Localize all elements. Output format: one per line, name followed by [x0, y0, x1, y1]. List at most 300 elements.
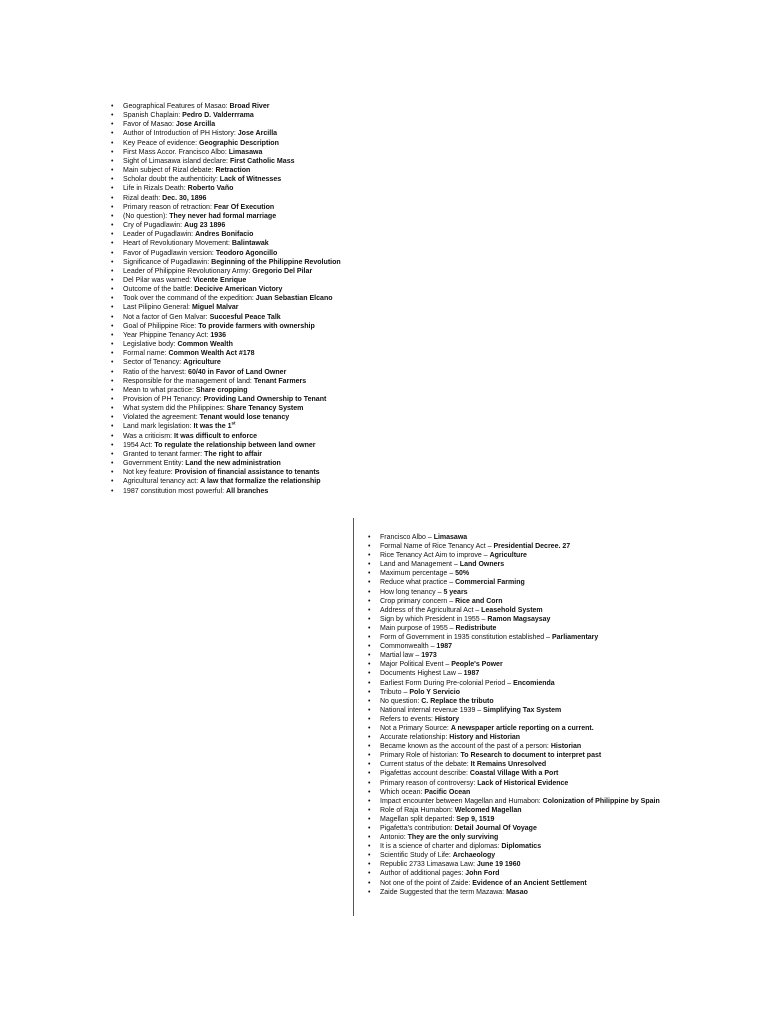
question-text: Antonio: [380, 834, 408, 842]
question-text: Tributo – [380, 688, 410, 696]
list-item [365, 851, 671, 860]
bullet-icon: • [111, 267, 114, 275]
answer-text: Tenant Farmers [253, 377, 307, 385]
answer-text: Lack of Witnesses [219, 176, 282, 184]
answer-text: Teodoro Agoncillo [215, 249, 278, 257]
question-text: It is a science of charter and diplomas: [380, 843, 502, 851]
bullet-icon: • [368, 534, 371, 541]
list-item [108, 349, 398, 358]
question-text: Pigafettas account describe: [380, 770, 470, 778]
question-text: Primary Role of historian: [380, 752, 461, 760]
answer-text: Aug 23 1896 [184, 222, 226, 230]
question-text: National internal revenue 1939 – [380, 706, 484, 714]
bullet-icon: • [111, 377, 114, 385]
question-text: Maximum percentage – [380, 570, 456, 578]
question-text: Significance of Pugadlawin: [123, 258, 212, 266]
answer-text: Andres Bonifacio [195, 231, 254, 239]
notes-list-2 [353, 518, 671, 897]
answer-text: They never had formal marriage [169, 212, 277, 220]
list-item [108, 395, 398, 404]
answer-text: Rice and Corn [455, 597, 503, 605]
list-item [365, 860, 671, 869]
list-item [365, 660, 671, 669]
bullet-icon: • [368, 670, 371, 678]
question-text: Role of Raja Humabon: [380, 806, 455, 814]
question-text: Became known as the account of the past of a person: [380, 743, 551, 751]
question-text: Land mark legislation: [123, 423, 194, 431]
answer-text: Share cropping [195, 386, 248, 394]
list-item [365, 760, 671, 769]
bullet-icon: • [111, 222, 114, 230]
bullet-icon: • [368, 734, 371, 742]
question-text: No question: [380, 697, 422, 705]
question-text: How long tenancy – [380, 588, 444, 596]
bullet-icon: • [111, 313, 114, 321]
notes-image-1 [108, 98, 398, 508]
list-item [108, 221, 398, 230]
list-item [108, 258, 398, 267]
bullet-icon: • [111, 121, 114, 129]
answer-text: It was the 1 [193, 423, 232, 431]
answer-text: Broad River [229, 103, 270, 110]
answer-text: Agriculture [489, 552, 527, 560]
list-item [365, 724, 671, 733]
bullet-icon: • [368, 661, 371, 669]
list-item [108, 432, 398, 441]
question-text: Land and Management – [380, 561, 460, 569]
question-text: Commonwealth – [380, 643, 437, 651]
question-text: Refers to events: [380, 715, 435, 723]
bullet-icon: • [368, 561, 371, 569]
question-text: Documents Highest Law – [380, 670, 464, 678]
question-text: Magellan split departed: [380, 815, 457, 823]
bullet-icon: • [368, 552, 371, 560]
list-item [365, 697, 671, 706]
question-text: What system did the Philippines: [123, 405, 227, 413]
bullet-icon: • [368, 588, 371, 596]
answer-text: Limasawa [228, 148, 263, 156]
answer-text: Jose Arcilla [237, 130, 278, 138]
answer-text: Common Wealth [177, 341, 233, 349]
list-item [108, 331, 398, 340]
list-item [108, 230, 398, 239]
question-text: Favor of Masao: [123, 121, 176, 129]
answer-text: Coastal Village With a Port [469, 770, 559, 778]
answer-text: Colonization of Philippine by Spain [542, 797, 660, 805]
list-item [365, 669, 671, 678]
question-text: Accurate relationship: [380, 734, 450, 742]
list-item [108, 276, 398, 285]
answer-text: Archaeology [452, 852, 496, 860]
bullet-icon: • [368, 843, 371, 851]
bullet-icon: • [111, 203, 114, 211]
list-item [108, 322, 398, 331]
question-text: Goal of Philippine Rice: [123, 322, 199, 330]
question-text: Scholar doubt the authenticity: [123, 176, 220, 184]
answer-text: Land Owners [459, 561, 505, 569]
answer-text: Decicive American Victory [194, 286, 283, 294]
answer-text: 1936 [210, 331, 227, 339]
question-text: First Mass Accor. Francisco Albo: [123, 148, 229, 156]
bullet-icon: • [368, 752, 371, 760]
bullet-icon: • [368, 643, 371, 651]
question-text: Sight of Limasawa island declare: [123, 157, 230, 165]
answer-text: Succesful Peace Talk [209, 313, 281, 321]
answer-text: First Catholic Mass [229, 157, 295, 165]
list-item [365, 624, 671, 633]
list-item [365, 606, 671, 615]
question-text: Not a factor of Gen Malvar: [123, 313, 210, 321]
bullet-icon: • [111, 469, 114, 477]
bullet-icon: • [111, 460, 114, 468]
answer-text: Simplifying Tax System [483, 706, 562, 714]
answer-text: Polo Y Servicio [409, 688, 461, 696]
bullet-icon: • [368, 888, 371, 896]
bullet-icon: • [111, 295, 114, 303]
answer-text: Beginning of the Philippine Revolution [211, 258, 341, 266]
bullet-icon: • [368, 815, 371, 823]
bullet-icon: • [368, 652, 371, 660]
question-text: Address of the Agricultural Act – [380, 606, 482, 614]
list-item [108, 285, 398, 294]
answer-text: To regulate the relationship between land owner [154, 441, 316, 449]
question-text: Form of Government in 1935 constitution established – [380, 634, 552, 642]
answer-text: C. Replace the tributo [421, 697, 494, 705]
question-text: Legislative body: [123, 341, 178, 349]
question-text: Which ocean: [380, 788, 425, 796]
bullet-icon: • [368, 852, 371, 860]
bullet-icon: • [368, 634, 371, 642]
list-item [108, 413, 398, 422]
answer-text: Masao [506, 888, 528, 896]
answer-text: It was difficult to enforce [174, 432, 258, 440]
question-text: Impact encounter between Magellan and Humabon: [380, 797, 543, 805]
bullet-icon: • [111, 359, 114, 367]
question-text: Formal name: [123, 350, 169, 358]
list-item [108, 468, 398, 477]
list-item [365, 815, 671, 824]
list-item [365, 879, 671, 888]
answer-text: 5 years [443, 588, 468, 596]
bullet-icon: • [368, 770, 371, 778]
bullet-icon: • [111, 286, 114, 294]
question-text: Not key feature: [123, 469, 175, 477]
list-item [365, 597, 671, 606]
list-item [365, 742, 671, 751]
bullet-icon: • [111, 212, 114, 220]
list-item [108, 111, 398, 120]
answer-text: Redistribute [455, 624, 497, 632]
answer-text: Provision of financial assistance to tenants [174, 469, 320, 477]
bullet-icon: • [111, 130, 114, 138]
bullet-icon: • [111, 423, 114, 431]
answer-text: John Ford [465, 870, 500, 878]
left-border-line [353, 518, 354, 916]
bullet-icon: • [368, 597, 371, 605]
question-text: Del Pilar was warned: [123, 276, 194, 284]
bullet-icon: • [111, 414, 114, 422]
bullet-icon: • [111, 157, 114, 165]
bullet-icon: • [368, 624, 371, 632]
bullet-icon: • [111, 441, 114, 449]
answer-text: Sep 9, 1519 [456, 815, 495, 823]
question-text: Granted to tenant farmer: [123, 450, 205, 458]
bullet-icon: • [111, 112, 114, 120]
question-text: Heart of Revolutionary Movement: [123, 240, 232, 248]
list-item [108, 249, 398, 258]
list-item [108, 459, 398, 468]
bullet-icon: • [111, 231, 114, 239]
bullet-icon: • [368, 688, 371, 696]
list-item [365, 578, 671, 587]
list-item [108, 441, 398, 450]
question-text: Earliest Form During Pre-colonial Period – [380, 679, 514, 687]
bullet-icon: • [111, 341, 114, 349]
bullet-icon: • [368, 788, 371, 796]
bullet-icon: • [111, 386, 114, 394]
answer-text: Miguel Malvar [191, 304, 239, 312]
answer-text: Dec. 30, 1896 [162, 194, 207, 202]
question-text: Pigafetta's contribution: [380, 825, 455, 832]
answer-text: Leasehold System [481, 606, 543, 614]
bullet-icon: • [111, 148, 114, 156]
bullet-icon: • [111, 331, 114, 339]
question-text: Violated the agreement: [123, 414, 200, 422]
question-text: Republic 2733 Limasawa Law: [380, 861, 477, 869]
question-text: 1954 Act: [123, 441, 155, 449]
list-item [108, 194, 398, 203]
question-text: Cry of Pugadlawin: [123, 222, 185, 230]
bullet-icon: • [111, 258, 114, 266]
list-item [365, 706, 671, 715]
question-text: Outcome of the battle: [123, 286, 195, 294]
answer-text: 1973 [421, 652, 437, 660]
answer-text: 1987 [463, 670, 480, 678]
list-item [108, 303, 398, 312]
list-item [108, 340, 398, 349]
question-text: Crop primary concern – [380, 597, 456, 605]
question-text: Mean to what practice: [123, 386, 196, 394]
list-item [108, 239, 398, 248]
question-text: Main purpose of 1955 – [380, 624, 456, 632]
list-item [365, 869, 671, 878]
answer-text: Jose Arcilla [175, 121, 216, 129]
bullet-icon: • [111, 194, 114, 202]
bullet-icon: • [111, 478, 114, 486]
answer-text: Share Tenancy System [226, 405, 304, 413]
list-item [108, 203, 398, 212]
question-text: Year Phippine Tenancy Act: [123, 331, 211, 339]
list-item [365, 642, 671, 651]
bullet-icon: • [111, 304, 114, 312]
question-text: Not a Primary Source: [380, 724, 451, 732]
bullet-icon: • [111, 432, 114, 440]
question-text: Key Peace of evidence: [123, 139, 199, 147]
question-text: Sector of Tenancy: [123, 359, 184, 367]
question-text: Primary reason of controversy: [380, 779, 478, 787]
answer-text: Lack of Historical Evidence [477, 779, 569, 787]
question-text: Reduce what practice – [380, 579, 456, 587]
list-item [365, 588, 671, 597]
answer-text: Retraction [215, 167, 251, 175]
question-text: Leader of Philippine Revolutionary Army: [123, 267, 253, 275]
bullet-icon: • [368, 806, 371, 814]
bullet-icon: • [368, 615, 371, 623]
answer-text: Balintawak [231, 240, 269, 248]
answer-text: Juan Sebastian Elcano [255, 295, 333, 303]
list-item [365, 715, 671, 724]
bullet-icon: • [368, 715, 371, 723]
question-text: Francisco Albo – [380, 534, 434, 541]
list-item [365, 769, 671, 778]
question-text: Martial law – [380, 652, 422, 660]
answer-text: Tenant would lose tenancy [199, 414, 290, 422]
question-text: Main subject of Rizal debate: [123, 167, 216, 175]
bullet-icon: • [111, 350, 114, 358]
bullet-icon: • [368, 543, 371, 551]
list-item [365, 551, 671, 560]
question-text: Life in Rizals Death: [123, 185, 188, 193]
bullet-icon: • [111, 185, 114, 193]
bullet-icon: • [368, 679, 371, 687]
list-item [365, 788, 671, 797]
list-item [108, 477, 398, 486]
list-item [108, 148, 398, 157]
answer-text: Gregorio Del Pilar [252, 267, 313, 275]
list-item [108, 184, 398, 193]
bullet-icon: • [368, 570, 371, 578]
bullet-icon: • [111, 396, 114, 403]
bullet-icon: • [111, 103, 114, 110]
list-item [365, 560, 671, 569]
answer-text: Providing Land Ownership to Tenant [203, 396, 327, 403]
list-item [365, 569, 671, 578]
answer-text: Diplomatics [501, 843, 542, 851]
answer-text: The right to affair [204, 450, 263, 458]
list-item [108, 450, 398, 459]
list-item [365, 533, 671, 542]
bullet-icon: • [368, 606, 371, 614]
question-text: Scientific Study of Life: [380, 852, 453, 860]
bullet-icon: • [368, 743, 371, 751]
bullet-icon: • [368, 706, 371, 714]
answer-text: History and Historian [449, 734, 521, 742]
list-item [365, 733, 671, 742]
list-item [108, 368, 398, 377]
question-text: Spanish Chaplain: [123, 112, 183, 120]
list-item [108, 267, 398, 276]
question-text: (No question): [123, 212, 170, 220]
question-text: Was a criticism: [123, 432, 175, 440]
answer-text: Common Wealth Act #178 [168, 350, 255, 358]
list-item [365, 542, 671, 551]
list-item [108, 139, 398, 148]
question-text: Author of additional pages: [380, 870, 466, 878]
answer-text: Historian [550, 743, 582, 751]
list-item [108, 404, 398, 413]
answer-text: Pacific Ocean [424, 788, 471, 796]
answer-text: People's Power [451, 661, 503, 669]
bullet-icon: • [111, 240, 114, 248]
answer-text: Commercial Farming [455, 579, 525, 587]
list-item [108, 313, 398, 322]
bullet-icon: • [368, 861, 371, 869]
bullet-icon: • [111, 276, 114, 284]
question-text: Took over the command of the expedition: [123, 295, 256, 303]
question-text: Sign by which President in 1955 – [380, 615, 488, 623]
question-text: Responsible for the management of land: [123, 377, 254, 385]
bullet-icon: • [368, 825, 371, 832]
answer-text: 1987 [436, 643, 452, 651]
question-text: Major Political Event – [380, 661, 452, 669]
list-item [365, 751, 671, 760]
question-text: Leader of Pugadlawin: [123, 231, 196, 239]
question-text: Current status of the debate: [380, 761, 471, 769]
list-item [365, 688, 671, 697]
bullet-icon: • [368, 697, 371, 705]
list-item [108, 422, 398, 431]
list-item [108, 175, 398, 184]
answer-text: Presidential Decree. 27 [493, 543, 571, 551]
answer-text: 50% [455, 570, 470, 578]
bullet-icon: • [368, 879, 371, 887]
list-item [365, 824, 671, 833]
question-text: Ratio of the harvest: [123, 368, 189, 376]
bullet-icon: • [111, 405, 114, 413]
question-text: Not one of the point of Zaide: [380, 879, 473, 887]
answer-text: History [434, 715, 459, 723]
bullet-icon: • [111, 322, 114, 330]
bullet-icon: • [111, 139, 114, 147]
bullet-icon: • [368, 797, 371, 805]
answer-text: Vicente Enrique [193, 276, 247, 284]
answer-text: It Remains Unresolved [470, 761, 547, 769]
bullet-icon: • [111, 487, 114, 495]
answer-text: Agriculture [183, 359, 221, 367]
answer-text: 60/40 in Favor of Land Owner [188, 368, 287, 376]
question-text: Formal Name of Rice Tenancy Act – [380, 543, 494, 551]
question-text: Author of Introduction of PH History: [123, 130, 238, 138]
answer-text: A newspaper article reporting on a current. [450, 724, 594, 732]
question-text: 1987 constitution most powerful: [123, 487, 227, 495]
notes-list-1 [108, 98, 398, 496]
list-item [108, 377, 398, 386]
list-item [108, 358, 398, 367]
list-item [108, 294, 398, 303]
bullet-icon: • [368, 870, 371, 878]
list-item [365, 888, 671, 897]
answer-text: Evidence of an Ancient Settlement [472, 879, 587, 887]
list-item [108, 487, 398, 496]
answer-text: Welcomed Magellan [454, 806, 522, 814]
answer-text: Fear Of Execution [213, 203, 275, 211]
answer-text: Pedro D. Valderrrama [182, 112, 254, 120]
bullet-icon: • [111, 167, 114, 175]
question-text: Rizal death: [123, 194, 163, 202]
notes-image-2 [353, 518, 671, 918]
answer-text: Geographic Description [199, 139, 279, 147]
answer-superscript: st [231, 421, 236, 427]
answer-text: To provide farmers with ownership [198, 322, 315, 330]
list-item [108, 386, 398, 395]
list-item [365, 806, 671, 815]
bullet-icon: • [368, 579, 371, 587]
list-item [108, 129, 398, 138]
answer-text: To Research to document to interpret past [460, 752, 602, 760]
answer-text: Detail Journal Of Voyage [454, 825, 537, 832]
answer-text: Ramon Magsaysay [487, 615, 551, 623]
answer-text: Encomienda [513, 679, 555, 687]
